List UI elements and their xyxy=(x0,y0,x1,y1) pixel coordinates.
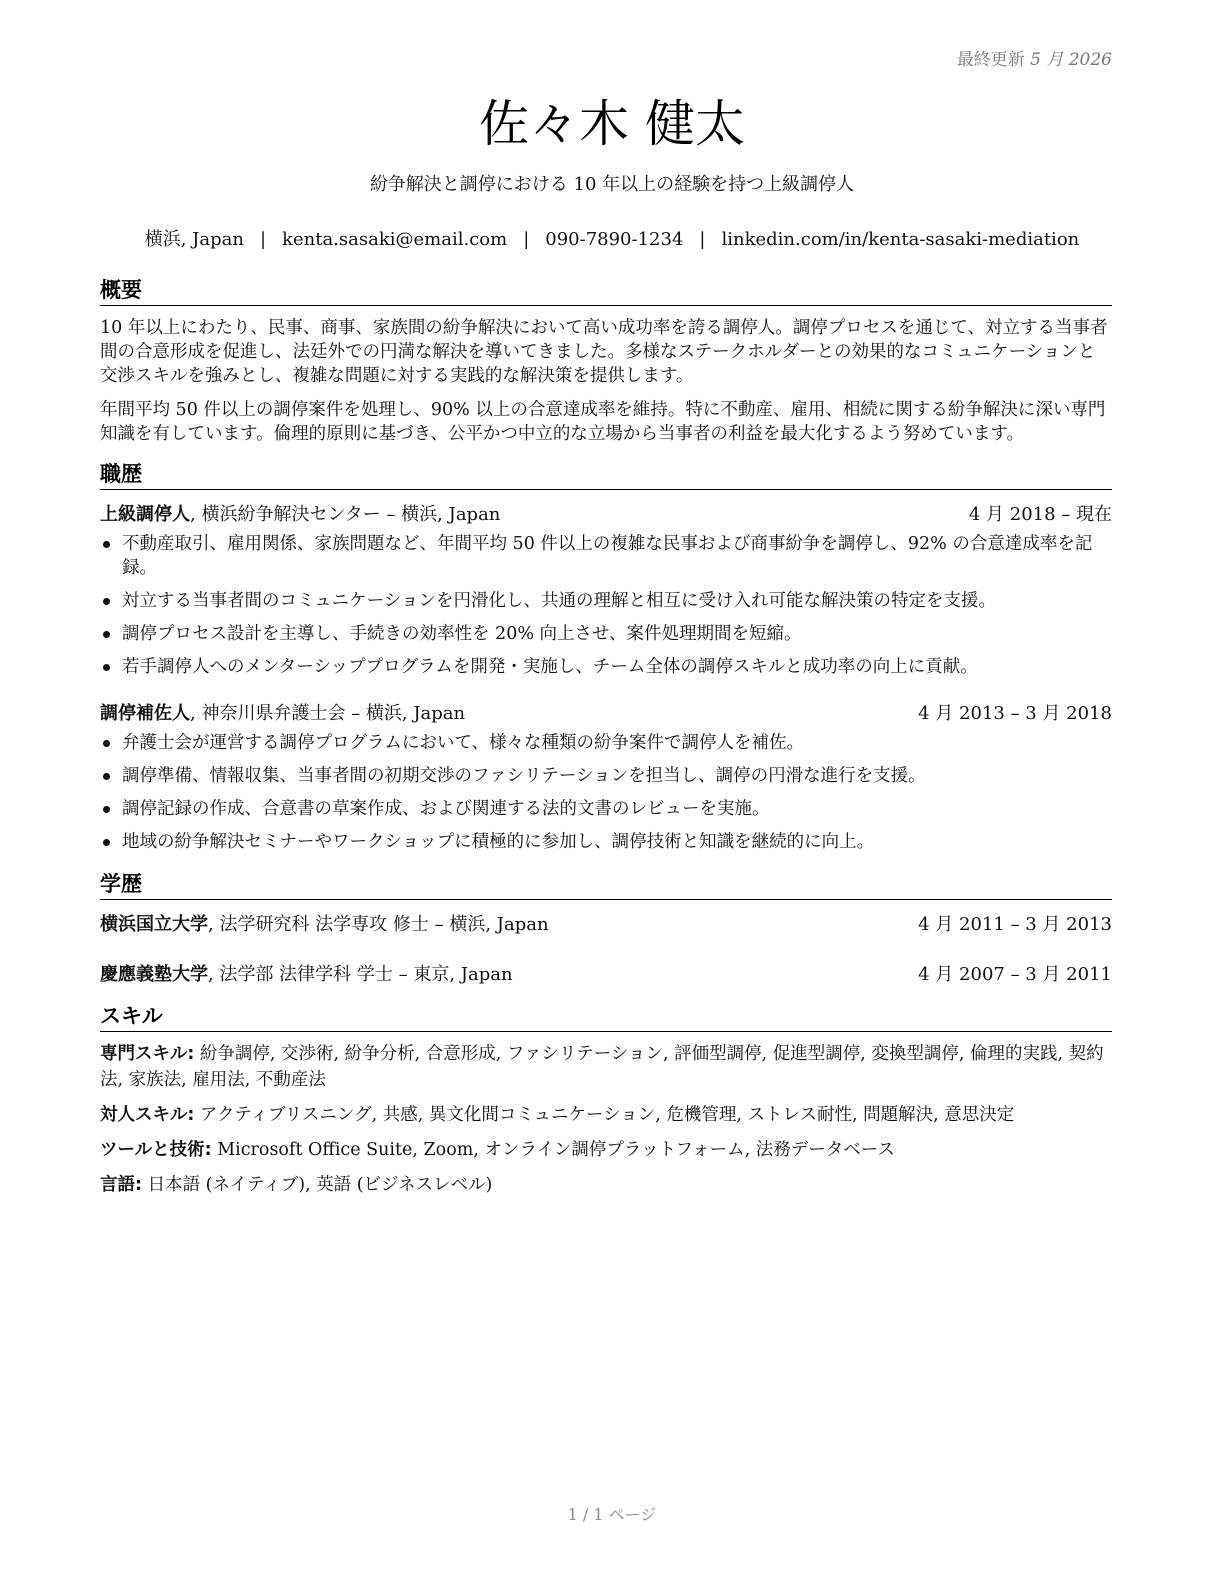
education-title-line xyxy=(100,962,513,988)
education-dates: 4 月 2007 – 3 月 2011 xyxy=(918,964,1112,985)
contact-location: 横浜, Japan xyxy=(144,229,244,250)
headline: 紛争解決と調停における 10 年以上の経験を持つ上級調停人 xyxy=(369,174,855,195)
summary-paragraph: 年間平均 50 件以上の調停案件を処理し、90% 以上の合意達成率を維持。特に不動産、雇用、相続に関する紛争解決に深い専門知識を有しています。倫理的原則に基づき、公平かつ中立的な立場から当事者の利益を最大化するよう努めています。 xyxy=(100,400,1106,444)
bullet-item: 調停プロセス設計を主導し、手続きの効率性を 20% 向上させ、案件処理期間を短縮。 xyxy=(100,622,1112,646)
skill-group xyxy=(100,1102,1112,1128)
contact-phone[interactable]: 090-7890-1234 xyxy=(545,229,684,250)
resume-content xyxy=(100,276,1112,1198)
skill-group xyxy=(100,1172,1112,1198)
skills-section xyxy=(100,1002,1112,1198)
last-updated-label: 最終更新 xyxy=(956,50,1025,70)
role-organization: , 横浜紛争解決センター – 横浜, Japan xyxy=(190,504,501,525)
role-position: 調停補佐人 xyxy=(100,703,190,724)
bullet-item: 弁護士会が運営する調停プログラムにおいて、様々な種類の紛争案件で調停人を補佐。 xyxy=(100,731,1112,755)
role-header xyxy=(100,502,1112,528)
last-updated-date: 5 月 2026 xyxy=(1030,50,1112,70)
bullet-item: 対立する当事者間のコミュニケーションを円滑化し、共通の理解と相互に受け入れ可能な解決策の特定を支援。 xyxy=(100,589,1112,613)
education-detail: , 法学部 法律学科 学士 – 東京, Japan xyxy=(208,964,513,985)
page-indicator: 1 / 1 ページ xyxy=(567,1505,657,1524)
skill-group xyxy=(100,1137,1112,1163)
education-school: 横浜国立大学 xyxy=(100,914,208,935)
role-bullets xyxy=(100,532,1112,679)
bullet-item: 調停準備、情報収集、当事者間の初期交渉のファシリテーションを担当し、調停の円滑な進行を支援。 xyxy=(100,764,1112,788)
education-entry xyxy=(100,962,1112,988)
candidate-name: 佐々木 健太 xyxy=(479,95,745,153)
role-header xyxy=(100,701,1112,727)
section-title-education: 学歴 xyxy=(100,870,1112,900)
experience-entry xyxy=(100,502,1112,679)
bullet-item: 不動産取引、雇用関係、家族問題など、年間平均 50 件以上の複雑な民事および商事紛争を調停し、92% の合意達成率を記録。 xyxy=(100,532,1112,580)
role-title-line xyxy=(100,502,500,528)
contact-line xyxy=(0,225,1224,251)
education-school: 慶應義塾大学 xyxy=(100,964,208,985)
bullet-item: 若手調停人へのメンターシッププログラムを開発・実施し、チーム全体の調停スキルと成功率の向上に貢献。 xyxy=(100,655,1112,679)
bullet-item: 地域の紛争解決セミナーやワークショップに積極的に参加し、調停技術と知識を継続的に向上。 xyxy=(100,830,1112,854)
contact-separator: | xyxy=(259,229,267,250)
section-title-experience: 職歴 xyxy=(100,460,1112,490)
education-detail: , 法学研究科 法学専攻 修士 – 横浜, Japan xyxy=(208,914,549,935)
contact-email[interactable]: kenta.sasaki@email.com xyxy=(282,229,508,250)
skill-values: アクティブリスニング, 共感, 異文化間コミュニケーション, 危機管理, ストレス耐性, 問題解決, 意思決定 xyxy=(199,1105,1015,1125)
skill-label: 専門スキル: xyxy=(100,1044,195,1064)
education-title-line xyxy=(100,912,549,938)
contact-separator: | xyxy=(523,229,530,250)
education-dates: 4 月 2011 – 3 月 2013 xyxy=(918,914,1112,935)
role-dates: 4 月 2018 – 現在 xyxy=(968,504,1112,525)
experience-entry xyxy=(100,701,1112,854)
contact-separator: | xyxy=(699,229,706,250)
skill-label: 言語: xyxy=(100,1175,142,1195)
skill-values: 日本語 (ネイティブ), 英語 (ビジネスレベル) xyxy=(147,1175,493,1195)
section-title-skills: スキル xyxy=(100,1002,1112,1032)
skill-label: ツールと技術: xyxy=(100,1140,212,1160)
role-bullets xyxy=(100,731,1112,854)
skill-values: Microsoft Office Suite, Zoom, オンライン調停プラットフォーム, 法務データベース xyxy=(217,1140,895,1160)
summary-paragraph: 10 年以上にわたり、民事、商事、家族間の紛争解決において高い成功率を誇る調停人。調停プロセスを通じて、対立する当事者間の合意形成を促進し、法廷外での円満な解決を導いてきました。多様なステークホルダーとの効果的なコミュニケーションと交渉スキルを強みとし、複雑な問題に対する実践的な解決策を提供します。 xyxy=(100,318,1108,386)
role-title-line xyxy=(100,701,465,727)
experience-section xyxy=(100,460,1112,854)
role-dates: 4 月 2013 – 3 月 2018 xyxy=(918,703,1112,724)
last-updated xyxy=(957,45,1112,70)
skill-values: 紛争調停, 交渉術, 紛争分析, 合意形成, ファシリテーション, 評価型調停, 促進型調停, 変換型調停, 倫理的実践, 契約法, 家族法, 雇用法, 不動産法 xyxy=(100,1044,1104,1090)
section-title-summary: 概要 xyxy=(100,276,1112,306)
summary-section xyxy=(100,276,1112,446)
bullet-item: 調停記録の作成、合意書の草案作成、および関連する法的文書のレビューを実施。 xyxy=(100,797,1112,821)
skill-label: 対人スキル: xyxy=(100,1105,195,1125)
education-entry xyxy=(100,912,1112,938)
contact-linkedin[interactable]: linkedin.com/in/kenta-sasaki-mediation xyxy=(721,229,1080,250)
role-organization: , 神奈川県弁護士会 – 横浜, Japan xyxy=(190,703,466,724)
role-position: 上級調停人 xyxy=(100,504,190,525)
education-section xyxy=(100,870,1112,988)
skill-group xyxy=(100,1041,1112,1093)
